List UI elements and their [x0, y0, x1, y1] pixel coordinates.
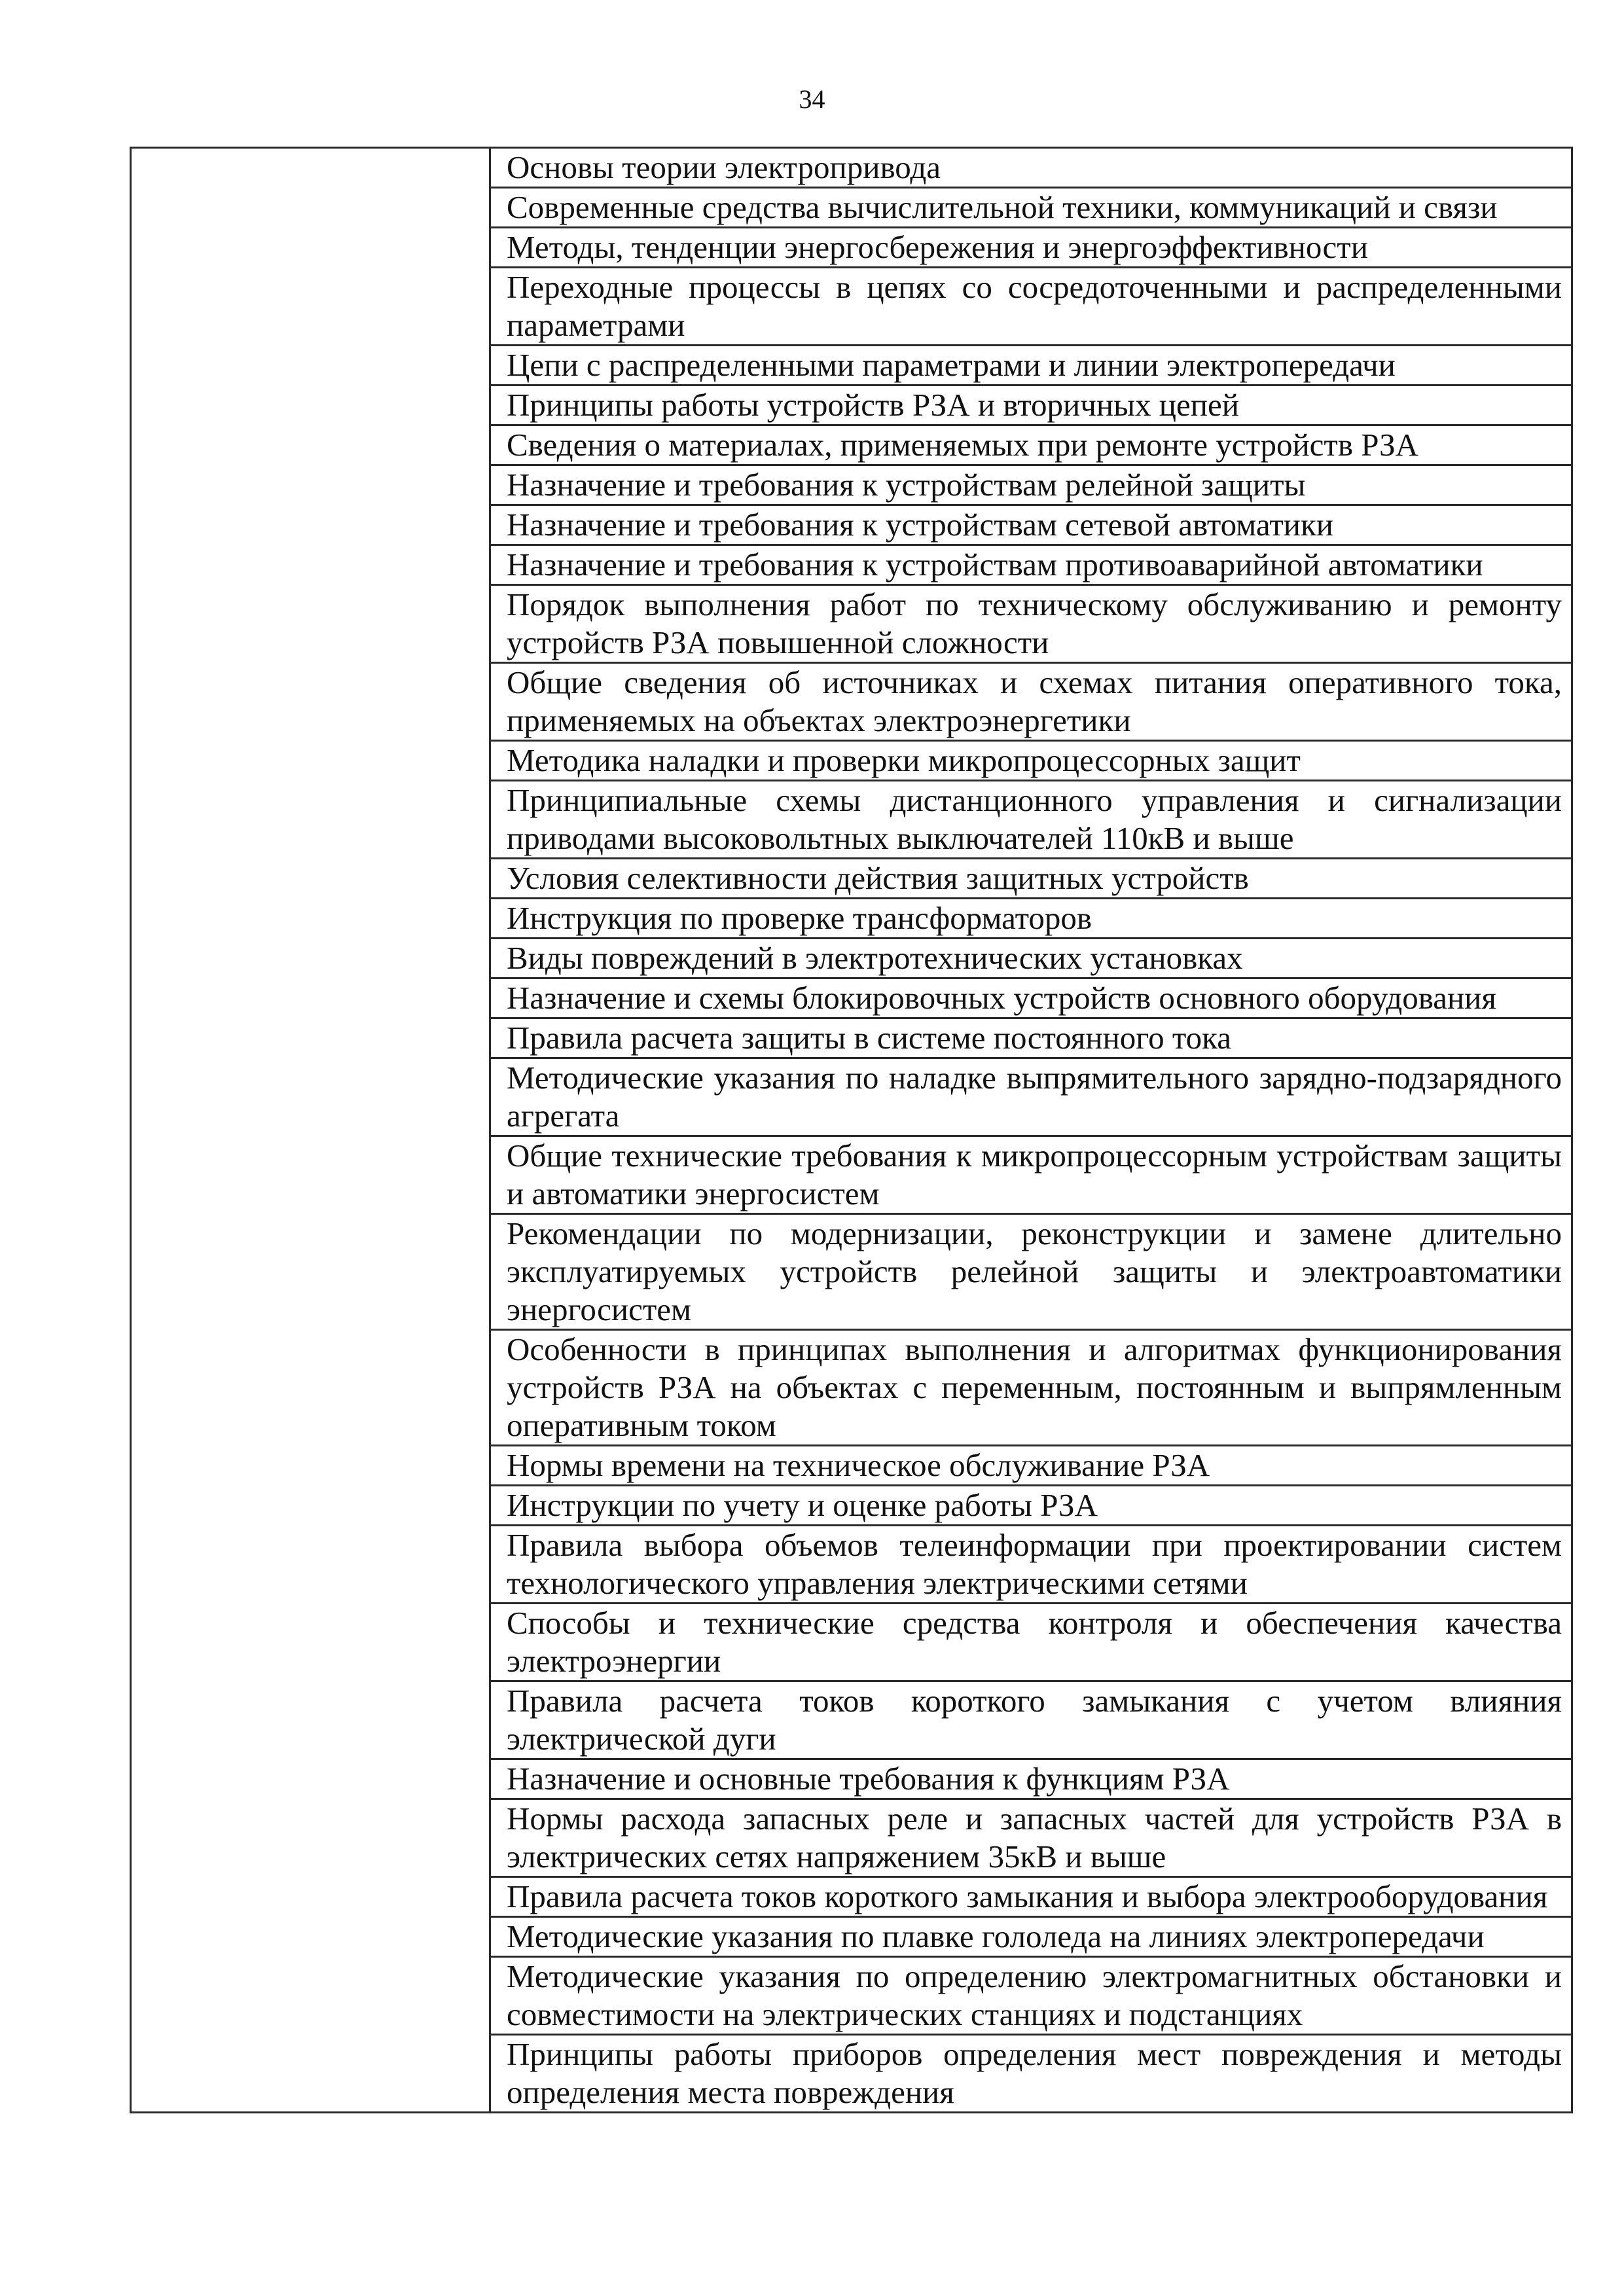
list-item: Нормы расхода запасных реле и запасных частей для устройств РЗА в электрических сетях напряжением 35кВ и выше: [491, 1800, 1571, 1878]
list-item: Назначение и схемы блокировочных устройств основного оборудования: [491, 979, 1571, 1019]
list-item: Правила расчета токов короткого замыкания с учетом влияния электрической дуги: [491, 1682, 1571, 1760]
list-item: Правила расчета защиты в системе постоянного тока: [491, 1019, 1571, 1059]
list-item: Сведения о материалах, применяемых при ремонте устройств РЗА: [491, 426, 1571, 466]
list-item: Назначение и требования к устройствам релейной защиты: [491, 466, 1571, 506]
list-item: Инструкция по проверке трансформаторов: [491, 899, 1571, 939]
list-item: Методические указания по наладке выпрямительного зарядно-подзарядного агрегата: [491, 1059, 1571, 1137]
page-number: 34: [799, 84, 825, 114]
list-item: Основы теории электропривода: [491, 149, 1571, 188]
list-item: Способы и технические средства контроля и обеспечения качества электроэнергии: [491, 1604, 1571, 1682]
list-item: Назначение и требования к устройствам противоаварийной автоматики: [491, 546, 1571, 586]
table-row: [131, 148, 1572, 2113]
list-item: Переходные процессы в цепях со сосредоточенными и распределенными параметрами: [491, 268, 1571, 346]
list-item: Условия селективности действия защитных устройств: [491, 859, 1571, 899]
requirements-table: [130, 147, 1573, 2113]
list-item: Современные средства вычислительной техники, коммуникаций и связи: [491, 188, 1571, 228]
list-item: Принципы работы устройств РЗА и вторичных цепей: [491, 386, 1571, 426]
list-item: Правила выбора объемов телеинформации при проектировании систем технологического управления электрическими сетями: [491, 1526, 1571, 1604]
list-item: Методические указания по плавке гололеда на линиях электропередачи: [491, 1918, 1571, 1958]
list-item: Назначение и требования к устройствам сетевой автоматики: [491, 506, 1571, 546]
list-item: Общие технические требования к микропроцессорным устройствам защиты и автоматики энергосистем: [491, 1137, 1571, 1215]
list-item: Принципы работы приборов определения мест повреждения и методы определения места повреждения: [507, 2036, 1562, 2110]
list-item: Методические указания по определению электромагнитных обстановки и совместимости на электрических станциях и подстанциях: [491, 1958, 1571, 2036]
list-item: Методика наладки и проверки микропроцессорных защит: [491, 742, 1571, 781]
list-item: Методы, тенденции энергосбережения и энергоэффективности: [491, 228, 1571, 268]
list-item: Рекомендации по модернизации, реконструкции и замене длительно эксплуатируемых устройств релейной защиты и электроавтоматики энергосистем: [491, 1215, 1571, 1331]
empty-left-cell: [131, 148, 490, 2113]
list-item: Нормы времени на техническое обслуживание РЗА: [491, 1446, 1571, 1486]
list-item: Виды повреждений в электротехнических установках: [491, 939, 1571, 979]
list-item: Цепи с распределенными параметрами и линии электропередачи: [491, 346, 1571, 386]
list-item: Инструкции по учету и оценке работы РЗА: [491, 1486, 1571, 1526]
list-item: Правила расчета токов короткого замыкания и выбора электрооборудования: [491, 1878, 1571, 1918]
list-item: Назначение и основные требования к функциям РЗА: [491, 1760, 1571, 1800]
list-item: Порядок выполнения работ по техническому обслуживанию и ремонту устройств РЗА повышенной сложности: [491, 586, 1571, 664]
list-item: Принципиальные схемы дистанционного управления и сигнализации приводами высоковольтных выключателей 110кВ и выше: [491, 781, 1571, 859]
list-item: Особенности в принципах выполнения и алгоритмах функционирования устройств РЗА на объектах с переменным, постоянным и выпрямленным оперативным током: [491, 1331, 1571, 1446]
knowledge-list-cell: [490, 148, 1572, 2113]
list-item: Общие сведения об источниках и схемах питания оперативного тока, применяемых на объектах электроэнергетики: [491, 664, 1571, 742]
